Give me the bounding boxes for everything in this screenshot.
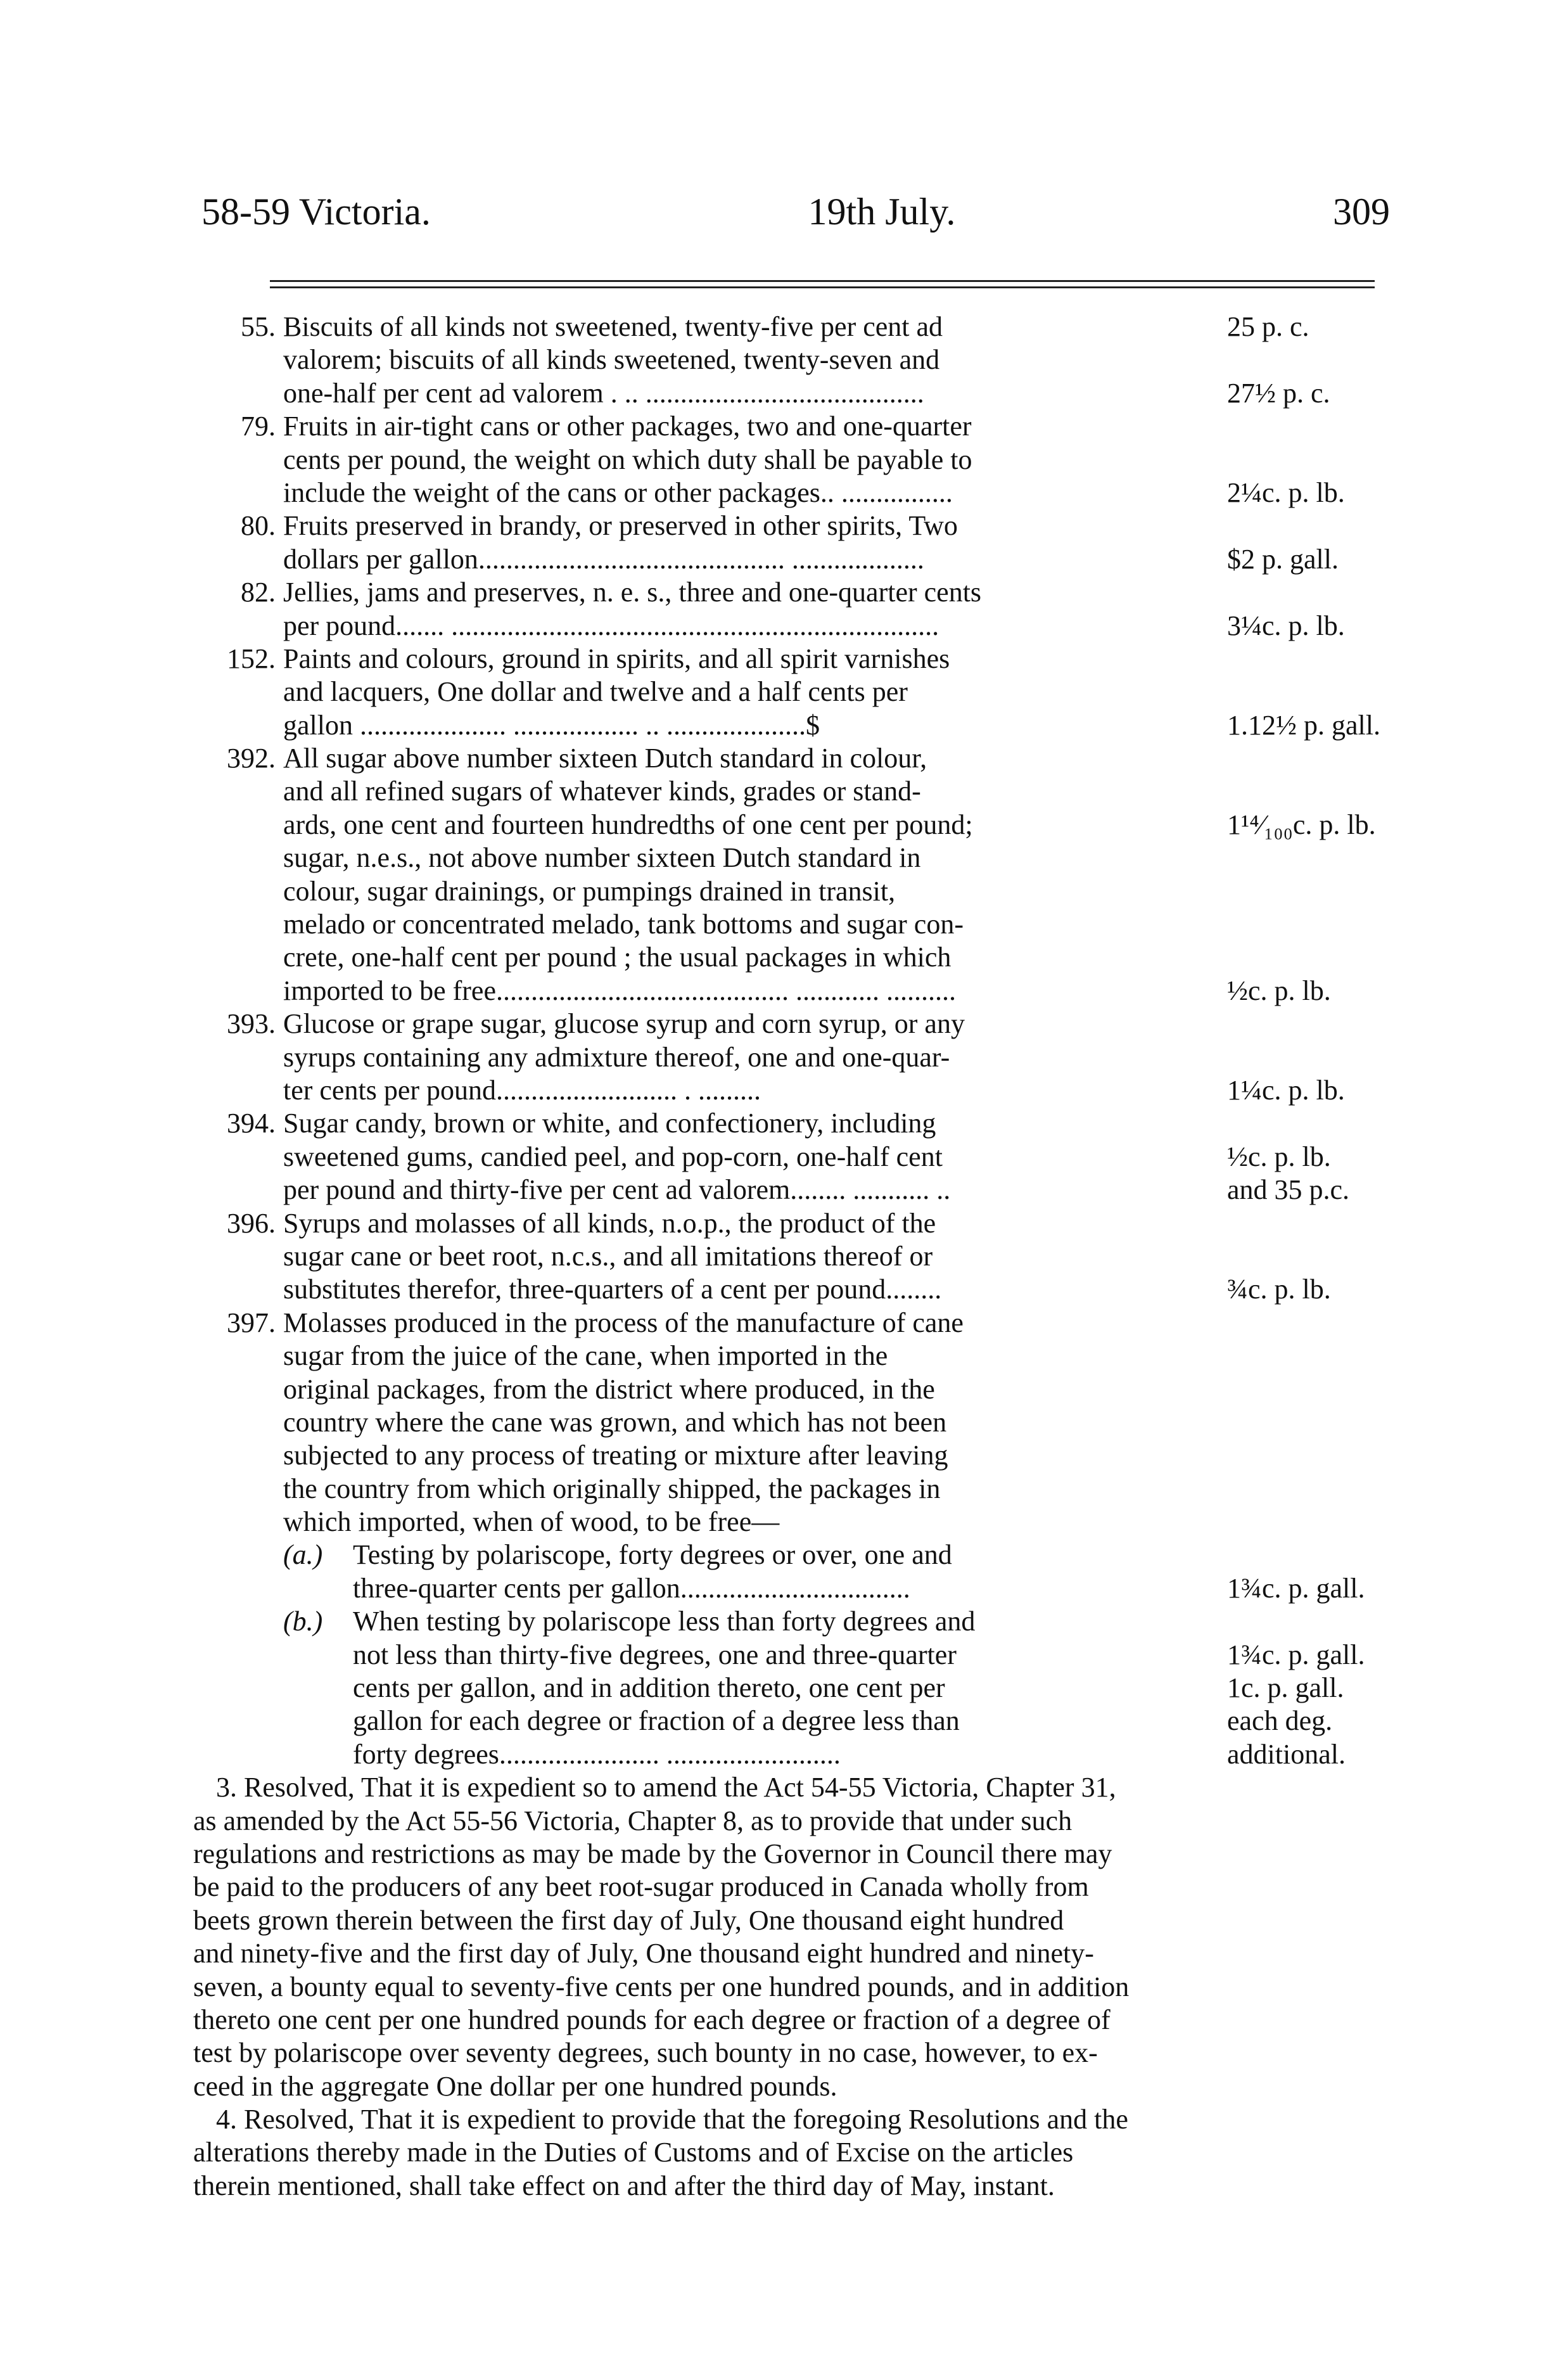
sub-item-line (193, 1572, 1391, 1605)
tariff-items (193, 310, 1391, 2203)
tariff-line (193, 1373, 1391, 1406)
tariff-line (193, 576, 1391, 609)
resolution-paragraph (193, 2103, 1391, 2203)
tariff-line (193, 1074, 1391, 1107)
sub-item-text: When testing by polariscope less than forty degrees and (353, 1606, 976, 1637)
paragraph-line: and ninety-five and the first day of July, One thousand eight hundred and ninety- (193, 1938, 1094, 1969)
tariff-item (193, 1008, 1391, 1107)
tariff-line (193, 377, 1391, 410)
tariff-line (193, 941, 1391, 974)
tariff-item (193, 1107, 1391, 1206)
item-text: per pound....... ...................................................................... (283, 610, 939, 641)
tariff-line (193, 1473, 1391, 1506)
tariff-item (193, 1307, 1391, 1771)
sub-item-line (193, 1672, 1391, 1705)
tariff-item (193, 576, 1391, 643)
duty-rate: 1.12½ p. gall. (1227, 709, 1380, 741)
item-number: 152. (227, 643, 276, 674)
paragraph-line: alterations thereby made in the Duties of Customs and of Excise on the articles (193, 2137, 1074, 2168)
item-text: subjected to any process of treating or mixture after leaving (283, 1440, 948, 1471)
duty-rate: ½c. p. lb. (1227, 1141, 1331, 1172)
tariff-line (193, 1273, 1391, 1306)
item-text: sugar, n.e.s., not above number sixteen Dutch standard in (283, 842, 921, 874)
tariff-line (193, 1406, 1391, 1439)
tariff-line (193, 509, 1391, 542)
duty-rate: 1c. p. gall. (1227, 1672, 1344, 1704)
tariff-line (193, 1240, 1391, 1273)
tariff-line (193, 742, 1391, 775)
sub-item-line (193, 1639, 1391, 1672)
header-date: 19th July. (808, 191, 956, 233)
duty-rate: 1¹⁴⁄₁₀₀c. p. lb. (1227, 809, 1376, 840)
item-text: one-half per cent ad valorem . .. ........................................ (283, 377, 924, 409)
item-text: ter cents per pound.......................... . ......... (283, 1074, 761, 1106)
paragraph-line: thereto one cent per one hundred pounds for each degree or fraction of a degree of (193, 2004, 1111, 2035)
sub-item-text: cents per gallon, and in addition thereto, one cent per (353, 1672, 945, 1704)
paragraph-line: as amended by the Act 55-56 Victoria, Chapter 8, as to provide that under such (193, 1805, 1073, 1836)
item-text: valorem; biscuits of all kinds sweetened, twenty-seven and (283, 344, 940, 376)
tariff-line (193, 310, 1391, 343)
item-text: and lacquers, One dollar and twelve and a half cents per (283, 676, 908, 708)
duty-rate: additional. (1227, 1738, 1346, 1770)
duty-rate: each deg. (1227, 1705, 1333, 1737)
item-text: Fruits preserved in brandy, or preserved in other spirits, Two (283, 510, 958, 542)
item-number: 394. (227, 1108, 276, 1139)
tariff-item (193, 410, 1391, 509)
tariff-line (193, 1207, 1391, 1240)
duty-rate: 1¾c. p. gall. (1227, 1572, 1365, 1604)
item-text: and all refined sugars of whatever kinds, grades or stand- (283, 776, 921, 807)
item-text: sugar cane or beet root, n.c.s., and all imitations thereof or (283, 1240, 933, 1272)
duty-rate: 1¼c. p. lb. (1227, 1074, 1345, 1106)
paragraph-line: be paid to the producers of any beet root-sugar produced in Canada wholly from (193, 1871, 1089, 1903)
sub-item-text: Testing by polariscope, forty degrees or over, one and (353, 1539, 952, 1571)
sub-item-text: forty degrees....................... ......................... (353, 1738, 841, 1770)
tariff-line (193, 1439, 1391, 1472)
tariff-line (193, 1506, 1391, 1539)
item-text: dollars per gallon............................................ ................... (283, 543, 924, 575)
item-text: colour, sugar drainings, or pumpings drained in transit, (283, 875, 896, 907)
tariff-item (193, 742, 1391, 1008)
duty-rate: and 35 p.c. (1227, 1174, 1350, 1206)
tariff-line (193, 1107, 1391, 1140)
running-header (201, 190, 1390, 241)
duty-rate: 25 p. c. (1227, 311, 1309, 342)
sub-item-text: three-quarter cents per gallon................................. (353, 1572, 910, 1604)
tariff-item (193, 643, 1391, 742)
item-text: per pound and thirty-five per cent ad valorem........ ........... .. (283, 1174, 951, 1206)
tariff-line (193, 841, 1391, 874)
tariff-line (193, 809, 1391, 841)
item-text: which imported, when of wood, to be free— (283, 1506, 780, 1538)
paragraph-line: beets grown therein between the first day of July, One thousand eight hundred (193, 1904, 1064, 1936)
duty-rate: $2 p. gall. (1227, 543, 1339, 575)
duty-rate: ½c. p. lb. (1227, 975, 1331, 1006)
tariff-line (193, 709, 1391, 742)
item-text: Sugar candy, brown or white, and confectionery, including (283, 1108, 936, 1139)
duty-rate: 1¾c. p. gall. (1227, 1639, 1365, 1670)
tariff-line (193, 675, 1391, 708)
item-text: Glucose or grape sugar, glucose syrup and corn syrup, or any (283, 1008, 965, 1040)
item-number: 397. (227, 1307, 276, 1338)
item-text: sugar from the juice of the cane, when imported in the (283, 1340, 888, 1372)
tariff-line (193, 1174, 1391, 1206)
paragraph-line: ceed in the aggregate One dollar per one hundred pounds. (193, 2070, 837, 2102)
tariff-line (193, 1307, 1391, 1340)
tariff-line (193, 775, 1391, 808)
paragraph-line: regulations and restrictions as may be made by the Governor in Council there may (193, 1838, 1112, 1869)
header-rule (270, 286, 1375, 288)
item-text: substitutes therefor, three-quarters of a cent per pound........ (283, 1274, 942, 1305)
item-number: 392. (227, 743, 276, 774)
item-text: crete, one-half cent per pound ; the usual packages in which (283, 942, 952, 973)
tariff-line (193, 975, 1391, 1008)
item-text: country where the cane was grown, and which has not been (283, 1406, 947, 1438)
paragraph-line: seven, a bounty equal to seventy-five cents per one hundred pounds, and in addition (193, 1971, 1130, 2002)
resolution-paragraph (193, 1771, 1391, 2103)
item-text: Jellies, jams and preserves, n. e. s., three and one-quarter cents (283, 577, 982, 608)
duty-rate: 2¼c. p. lb. (1227, 477, 1345, 508)
paragraph-line: test by polariscope over seventy degrees, such bounty in no case, however, to ex- (193, 2037, 1098, 2069)
duty-rate: 3¼c. p. lb. (1227, 610, 1345, 641)
tariff-line (193, 1141, 1391, 1174)
tariff-line (193, 1340, 1391, 1372)
tariff-line (193, 543, 1391, 576)
tariff-line (193, 908, 1391, 941)
sub-item-text: not less than thirty-five degrees, one and three-quarter (353, 1639, 957, 1670)
item-text: Syrups and molasses of all kinds, n.o.p., the product of the (283, 1207, 936, 1239)
page-number: 309 (1332, 191, 1390, 233)
item-text: gallon ..................... .................. .. ....................$ (283, 709, 820, 741)
tariff-line (193, 343, 1391, 376)
paragraph-line: therein mentioned, shall take effect on and after the third day of May, instant. (193, 2170, 1055, 2201)
tariff-line (193, 477, 1391, 509)
sub-item-text: gallon for each degree or fraction of a degree less than (353, 1705, 960, 1737)
sub-item-label: (a.) (283, 1539, 323, 1571)
item-text: Fruits in air-tight cans or other packages, two and one-quarter (283, 411, 972, 442)
item-text: Molasses produced in the process of the manufacture of cane (283, 1307, 964, 1338)
item-text: melado or concentrated melado, tank bottoms and sugar con- (283, 909, 964, 940)
item-text: All sugar above number sixteen Dutch standard in colour, (283, 743, 927, 774)
sub-item-line (193, 1738, 1391, 1771)
duty-rate: 27½ p. c. (1227, 377, 1330, 409)
tariff-line (193, 875, 1391, 908)
item-text: include the weight of the cans or other packages.. ................ (283, 477, 953, 508)
item-number: 80. (241, 510, 276, 542)
sub-item-line (193, 1705, 1391, 1737)
tariff-line (193, 410, 1391, 443)
sub-item-label: (b.) (283, 1606, 323, 1637)
paragraph-line: 4. Resolved, That it is expedient to provide that the foregoing Resolutions and the (216, 2104, 1128, 2135)
item-text: Biscuits of all kinds not sweetened, twenty-five per cent ad (283, 311, 943, 342)
item-number: 396. (227, 1207, 276, 1239)
item-number: 79. (241, 411, 276, 442)
paragraph-line: 3. Resolved, That it is expedient so to amend the Act 54-55 Victoria, Chapter 31, (216, 1772, 1116, 1803)
item-text: cents per pound, the weight on which duty shall be payable to (283, 444, 972, 475)
item-text: syrups containing any admixture thereof, one and one-quar- (283, 1041, 950, 1073)
header-session: 58-59 Victoria. (201, 191, 431, 233)
duty-rate: ¾c. p. lb. (1227, 1274, 1331, 1305)
item-text: the country from which originally shipped, the packages in (283, 1473, 941, 1504)
item-text: imported to be free.......................................... ............ .......... (283, 975, 956, 1006)
item-text: ards, one cent and fourteen hundredths of one cent per pound; (283, 809, 973, 840)
tariff-item (193, 1207, 1391, 1307)
item-text: sweetened gums, candied peel, and pop-corn, one-half cent (283, 1141, 943, 1172)
item-text: Paints and colours, ground in spirits, and all spirit varnishes (283, 643, 950, 674)
item-number: 55. (241, 311, 276, 342)
tariff-line (193, 1041, 1391, 1074)
tariff-line (193, 1008, 1391, 1040)
item-number: 393. (227, 1008, 276, 1040)
sub-item-line (193, 1539, 1391, 1571)
tariff-line (193, 610, 1391, 643)
item-number: 82. (241, 577, 276, 608)
item-text: original packages, from the district where produced, in the (283, 1373, 935, 1405)
tariff-line (193, 643, 1391, 675)
tariff-item (193, 509, 1391, 576)
header-rule (270, 280, 1375, 282)
sub-item-line (193, 1605, 1391, 1638)
tariff-line (193, 444, 1391, 477)
tariff-item (193, 310, 1391, 410)
